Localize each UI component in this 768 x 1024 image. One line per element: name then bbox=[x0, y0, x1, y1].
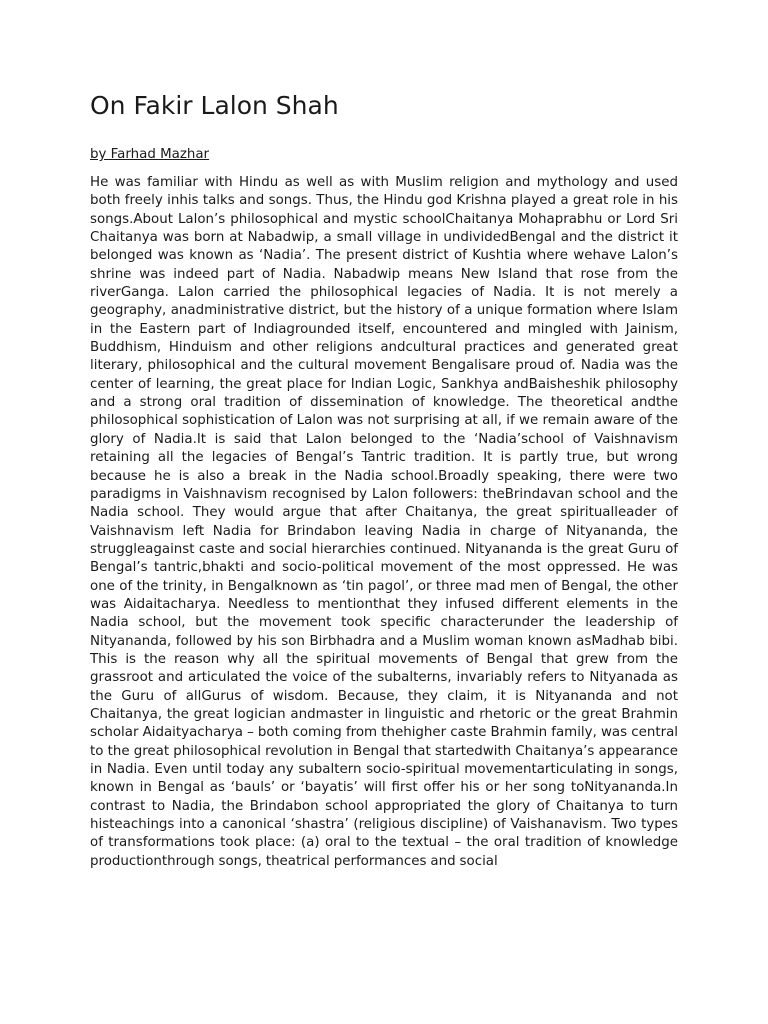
author-link[interactable]: by Farhad Mazhar bbox=[90, 147, 210, 162]
author-byline bbox=[90, 146, 678, 164]
document-page bbox=[90, 88, 678, 871]
body-paragraph: He was familiar with Hindu as well as with Muslim religion and mythology and used both freely inhis talks and songs. Thus, the Hindu god Krishna played a great role in his songs.About Lalon’s philosophical and mystic schoolChaitanya Mohaprabhu or Lord Sri Chaitanya was born at Nabadwip, a small village in undividedBengal and the district it belonged was known as ‘Nadia’. The present district of Kushtia where wehave Lalon’s shrine was indeed part of Nadia. Nabadwip means New Island that rose from the riverGanga. Lalon carried the philosophical legacies of Nadia. It is not merely a geography, anadministrative district, but the history of a unique formation where Islam in the Eastern part of Indiagrounded itself, encountered and mingled with Jainism, Buddhism, Hinduism and other religions andcultural practices and generated great literary, philosophical and the cultural movement Bengalisare proud of. Nadia was the center of learning, the great place for Indian Logic, Sankhya andBaisheshik philosophy and a strong oral tradition of dissemination of knowledge. The theoretical andthe philosophical sophistication of Lalon was not surprising at all, if we remain aware of the glory of Nadia.It is said that Lalon belonged to the ‘Nadia’school of Vaishnavism retaining all the legacies of Bengal’s Tantric tradition. It is partly true, but wrong because he is also a break in the Nadia school.Broadly speaking, there were two paradigms in Vaishnavism recognised by Lalon followers: theBrindavan school and the Nadia school. They would argue that after Chaitanya, the great spiritualleader of Vaishnavism left Nadia for Brindabon leaving Nadia in charge of Nityananda, the struggleagainst caste and social hierarchies continued. Nityananda is the great Guru of Bengal’s tantric,bhakti and socio-political movement of the most oppressed. He was one of the trinity, in Bengalknown as ‘tin pagol’, or three mad men of Bengal, the other was Aidaitacharya. Needless to mentionthat they infused different elements in the Nadia school, but the movement took specific characterunder the leadership of Nityananda, followed by his son Birbhadra and a Muslim woman known asMadhab bibi. This is the reason why all the spiritual movements of Bengal that grew from the grassroot and articulated the voice of the subalterns, invariably refers to Nityanada as the Guru of allGurus of wisdom. Because, they claim, it is Nityananda and not Chaitanya, the great logician andmaster in linguistic and rhetoric or the great Brahmin scholar Aidaityacharya – both coming from thehigher caste Brahmin family, was central to the great philosophical revolution in Bengal that startedwith Chaitanya’s appearance in Nadia. Even until today any subaltern socio-spiritual movementarticulating in songs, known in Bengal as ‘bauls’ or ‘bayatis’ will first offer his or her song toNityananda.In contrast to Nadia, the Brindabon school appropriated the glory of Chaitanya to turn histeachings into a canonical ‘shastra’ (religious discipline) of Vaishanavism. Two types of transformations took place: (a) oral to the textual – the oral tradition of knowledge productionthrough songs, theatrical performances and social bbox=[90, 175, 678, 869]
document-title: On Fakir Lalon Shah bbox=[90, 91, 339, 120]
